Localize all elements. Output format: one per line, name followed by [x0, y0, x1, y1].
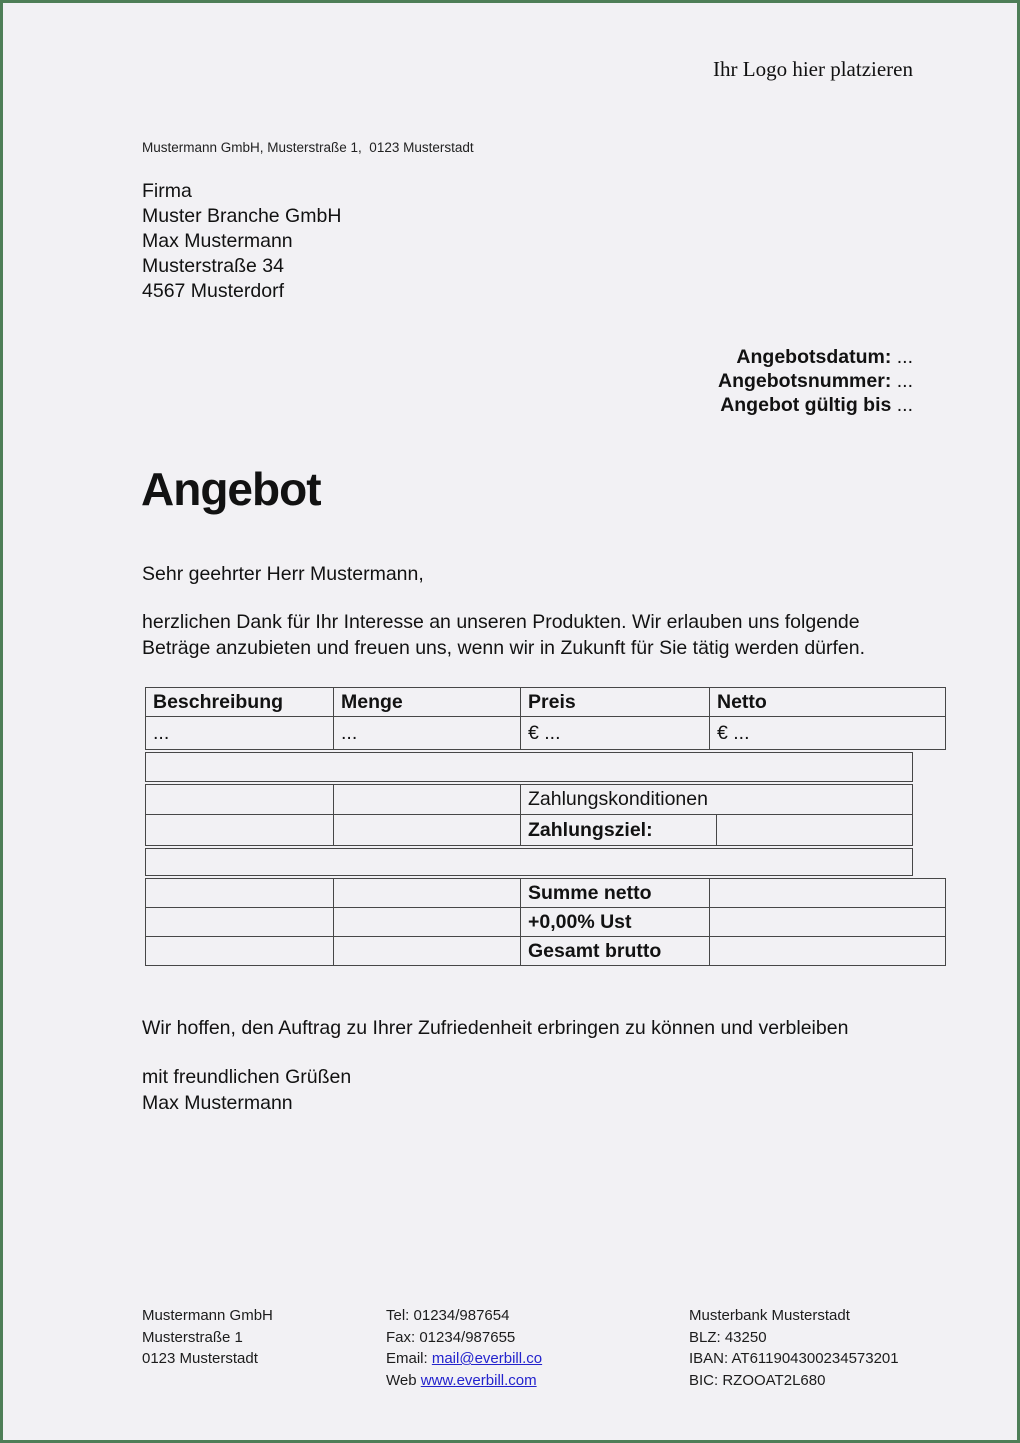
- payment-conditions-empty-2: [334, 785, 521, 815]
- tax-empty-2: [334, 908, 521, 937]
- offer-number-label: Angebotsnummer:: [717, 370, 892, 392]
- spacer-table-1: [145, 752, 913, 782]
- footer-web-row: [386, 1370, 542, 1392]
- total-netto-empty-2: [334, 879, 521, 908]
- totals-table: [145, 878, 946, 966]
- total-brutto-row: [146, 937, 946, 966]
- offer-date-row: [718, 345, 913, 369]
- header-cell-menge: Menge: [334, 688, 521, 717]
- intro-paragraph: herzlichen Dank für Ihr Interesse an unseren Produkten. Wir erlauben uns folgende Beträge anzubieten und freuen uns, wenn wir in Zukunft für Sie tätig werden dürfen.: [142, 611, 866, 659]
- offer-number-row: [718, 369, 913, 393]
- logo-placeholder-text: Ihr Logo hier platzieren: [713, 57, 913, 81]
- items-header-table: [145, 687, 946, 750]
- footer-bank-bic: BIC: RZOOAT2L680: [689, 1371, 826, 1389]
- footer-company-street: Musterstraße 1: [142, 1328, 243, 1346]
- page-title: Angebot: [141, 463, 321, 515]
- total-netto-label: Summe netto: [521, 879, 710, 908]
- spacer-row: [146, 753, 913, 782]
- footer-bank-blz: BLZ: 43250: [689, 1328, 767, 1346]
- offer-valid-until-row: [718, 393, 913, 417]
- signoff-block: [142, 1064, 351, 1116]
- recipient-address-block: [142, 179, 341, 304]
- recipient-line-city: 4567 Musterdorf: [142, 280, 284, 302]
- recipient-line-person: Max Mustermann: [142, 230, 293, 252]
- table-header-row: [146, 688, 946, 717]
- offer-date-value: ...: [891, 346, 913, 368]
- footer-email-link[interactable]: mail@everbill.co: [431, 1350, 543, 1367]
- item-row: [146, 717, 946, 750]
- header-cell-preis: Preis: [521, 688, 710, 717]
- total-netto-value-cell: [710, 879, 946, 908]
- footer-tel: Tel: 01234/987654: [386, 1307, 510, 1324]
- offer-items-table: [145, 687, 914, 968]
- payment-target-label: Zahlungsziel:: [521, 815, 717, 846]
- footer-bank-name: Musterbank Musterstadt: [689, 1307, 850, 1324]
- payment-conditions-row: [146, 785, 913, 815]
- offer-number-value: ...: [891, 370, 913, 392]
- spacer-row: [146, 849, 913, 876]
- tax-empty-1: [146, 908, 334, 937]
- recipient-line-street: Musterstraße 34: [142, 255, 284, 277]
- offer-meta-block: [718, 345, 913, 417]
- tax-value-cell: [710, 908, 946, 937]
- total-brutto-empty-1: [146, 937, 334, 966]
- footer-contact-block: [386, 1305, 542, 1391]
- header-cell-netto: Netto: [710, 688, 946, 717]
- payment-conditions-empty-1: [146, 785, 334, 815]
- payment-target-empty-2: [334, 815, 521, 846]
- item-cell-beschreibung: ...: [146, 717, 334, 750]
- offer-date-label: Angebotsdatum:: [736, 346, 892, 368]
- total-brutto-value-cell: [710, 937, 946, 966]
- footer-web-label: Web: [386, 1371, 421, 1389]
- footer-email-label: Email:: [386, 1350, 432, 1367]
- footer-company-block: [142, 1305, 273, 1370]
- spacer-cell: [146, 753, 913, 782]
- signature-name: Max Mustermann: [142, 1092, 293, 1114]
- footer-company-city: 0123 Musterstadt: [142, 1350, 258, 1367]
- offer-valid-until-value: ...: [891, 394, 913, 416]
- payment-conditions-table: [145, 784, 913, 846]
- total-netto-row: [146, 879, 946, 908]
- salutation-line: Sehr geehrter Herr Mustermann,: [142, 563, 424, 585]
- sender-address-line: Mustermann GmbH, Musterstraße 1, 0123 Musterstadt: [142, 140, 474, 155]
- spacer-table-2: [145, 848, 913, 876]
- tax-row: [146, 908, 946, 937]
- footer-fax: Fax: 01234/987655: [386, 1328, 516, 1346]
- header-cell-beschreibung: Beschreibung: [146, 688, 334, 717]
- item-cell-menge: ...: [334, 717, 521, 750]
- payment-target-empty-1: [146, 815, 334, 846]
- footer-bank-block: [689, 1305, 899, 1391]
- item-cell-netto: € ...: [710, 717, 946, 750]
- total-brutto-label: Gesamt brutto: [521, 937, 710, 966]
- payment-target-value-cell: [717, 815, 913, 846]
- recipient-line-company-name: Muster Branche GmbH: [142, 205, 342, 227]
- closing-line: Wir hoffen, den Auftrag zu Ihrer Zufriedenheit erbringen zu können und verbleiben: [142, 1017, 849, 1039]
- footer-company-name: Mustermann GmbH: [142, 1307, 273, 1324]
- item-cell-preis: € ...: [521, 717, 710, 750]
- footer-web-link[interactable]: www.everbill.com: [420, 1371, 537, 1389]
- footer-bank-iban: IBAN: AT611904300234573201: [689, 1350, 899, 1367]
- payment-target-row: [146, 815, 913, 846]
- total-brutto-empty-2: [334, 937, 521, 966]
- offer-valid-until-label: Angebot gültig bis: [720, 394, 892, 416]
- spacer-cell: [146, 849, 913, 876]
- payment-conditions-label: Zahlungskonditionen: [521, 785, 913, 815]
- tax-label: +0,00% Ust: [521, 908, 710, 937]
- recipient-line-company-type: Firma: [142, 180, 192, 202]
- regards-line: mit freundlichen Grüßen: [142, 1066, 352, 1088]
- footer-email-row: [386, 1348, 542, 1370]
- total-netto-empty-1: [146, 879, 334, 908]
